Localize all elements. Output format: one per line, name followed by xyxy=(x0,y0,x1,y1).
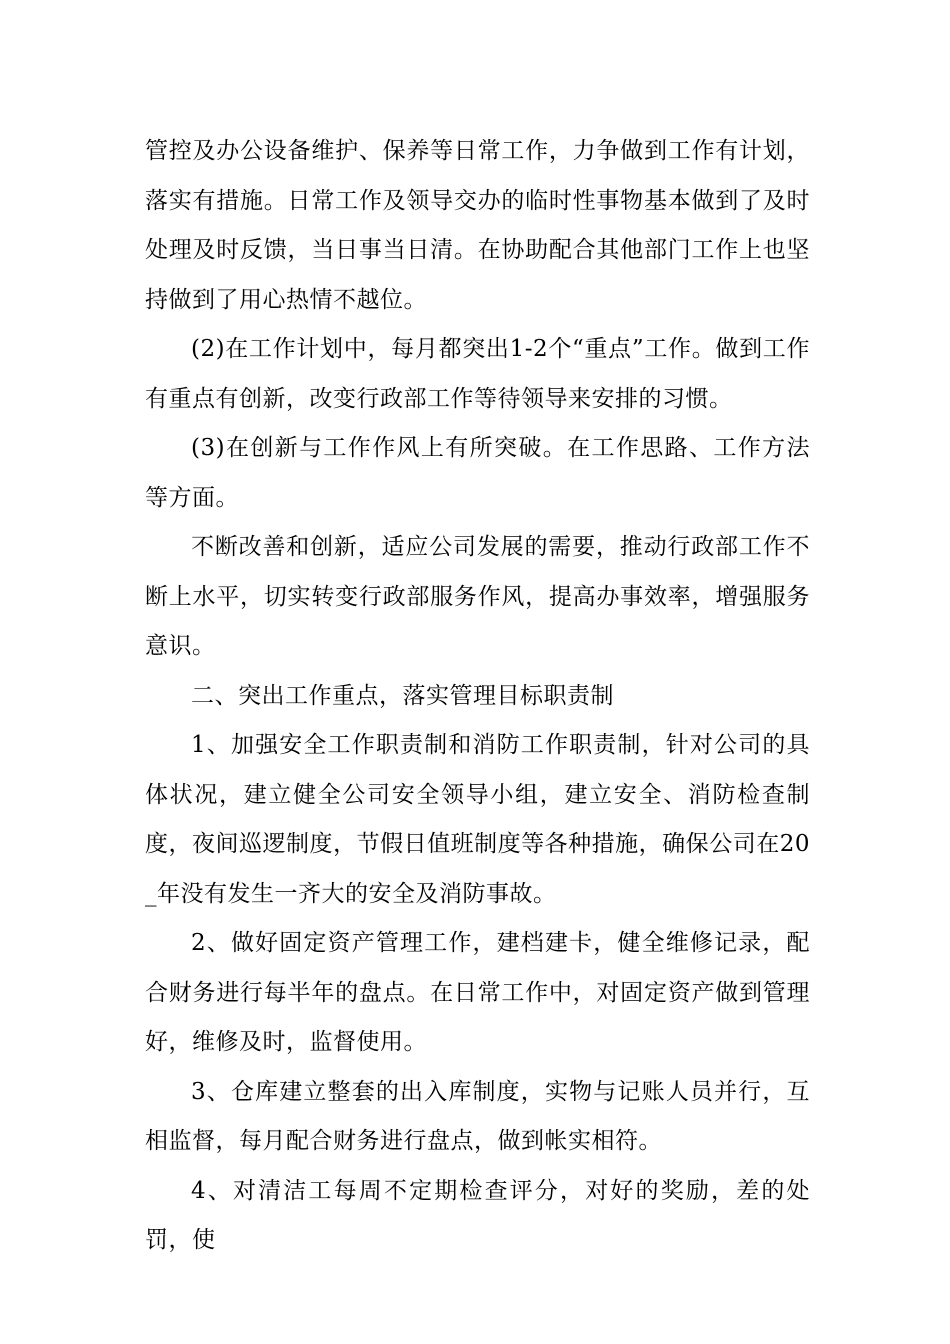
paragraph-item-3: (3)在创新与工作作风上有所突破。在工作思路、工作方法等方面。 xyxy=(145,435,810,511)
paragraph-item-2: (2)在工作计划中，每月都突出1-2个“重点”工作。做到工作有重点有创新，改变行政部工作等待领导来安排的习惯。 xyxy=(145,336,810,412)
paragraph-continuation: 管控及办公设备维护、保养等日常工作，力争做到工作有计划，落实有措施。日常工作及领导交办的临时性事物基本做到了及时处理及时反馈，当日事当日清。在协助配合其他部门工作上也坚持做到了用心热情不越位。 xyxy=(145,138,810,313)
paragraph-warehouse: 3、仓库建立整套的出入库制度，实物与记账人员并行，互相监督，每月配合财务进行盘点，做到帐实相符。 xyxy=(145,1078,810,1154)
section-heading-2: 二、突出工作重点，落实管理目标职责制 xyxy=(191,682,614,709)
paragraph-fixed-assets: 2、做好固定资产管理工作，建档建卡，健全维修记录，配合财务进行每半年的盘点。在日常工作中，对固定资产做到管理好，维修及时，监督使用。 xyxy=(145,930,810,1055)
paragraph-safety: 1、加强安全工作职责制和消防工作职责制，针对公司的具体状况，建立健全公司安全领导小组，建立安全、消防检查制度，夜间巡逻制度，节假日值班制度等各种措施，确保公司在20_年没有发生一齐大的安全及消防事故。 xyxy=(145,732,810,907)
paragraph-improvement: 不断改善和创新，适应公司发展的需要，推动行政部工作不断上水平，切实转变行政部服务作风，提高办事效率，增强服务意识。 xyxy=(145,534,810,659)
paragraph-cleaning: 4、对清洁工每周不定期检查评分，对好的奖励，差的处罚，使 xyxy=(145,1177,810,1253)
document-body xyxy=(145,127,810,1266)
